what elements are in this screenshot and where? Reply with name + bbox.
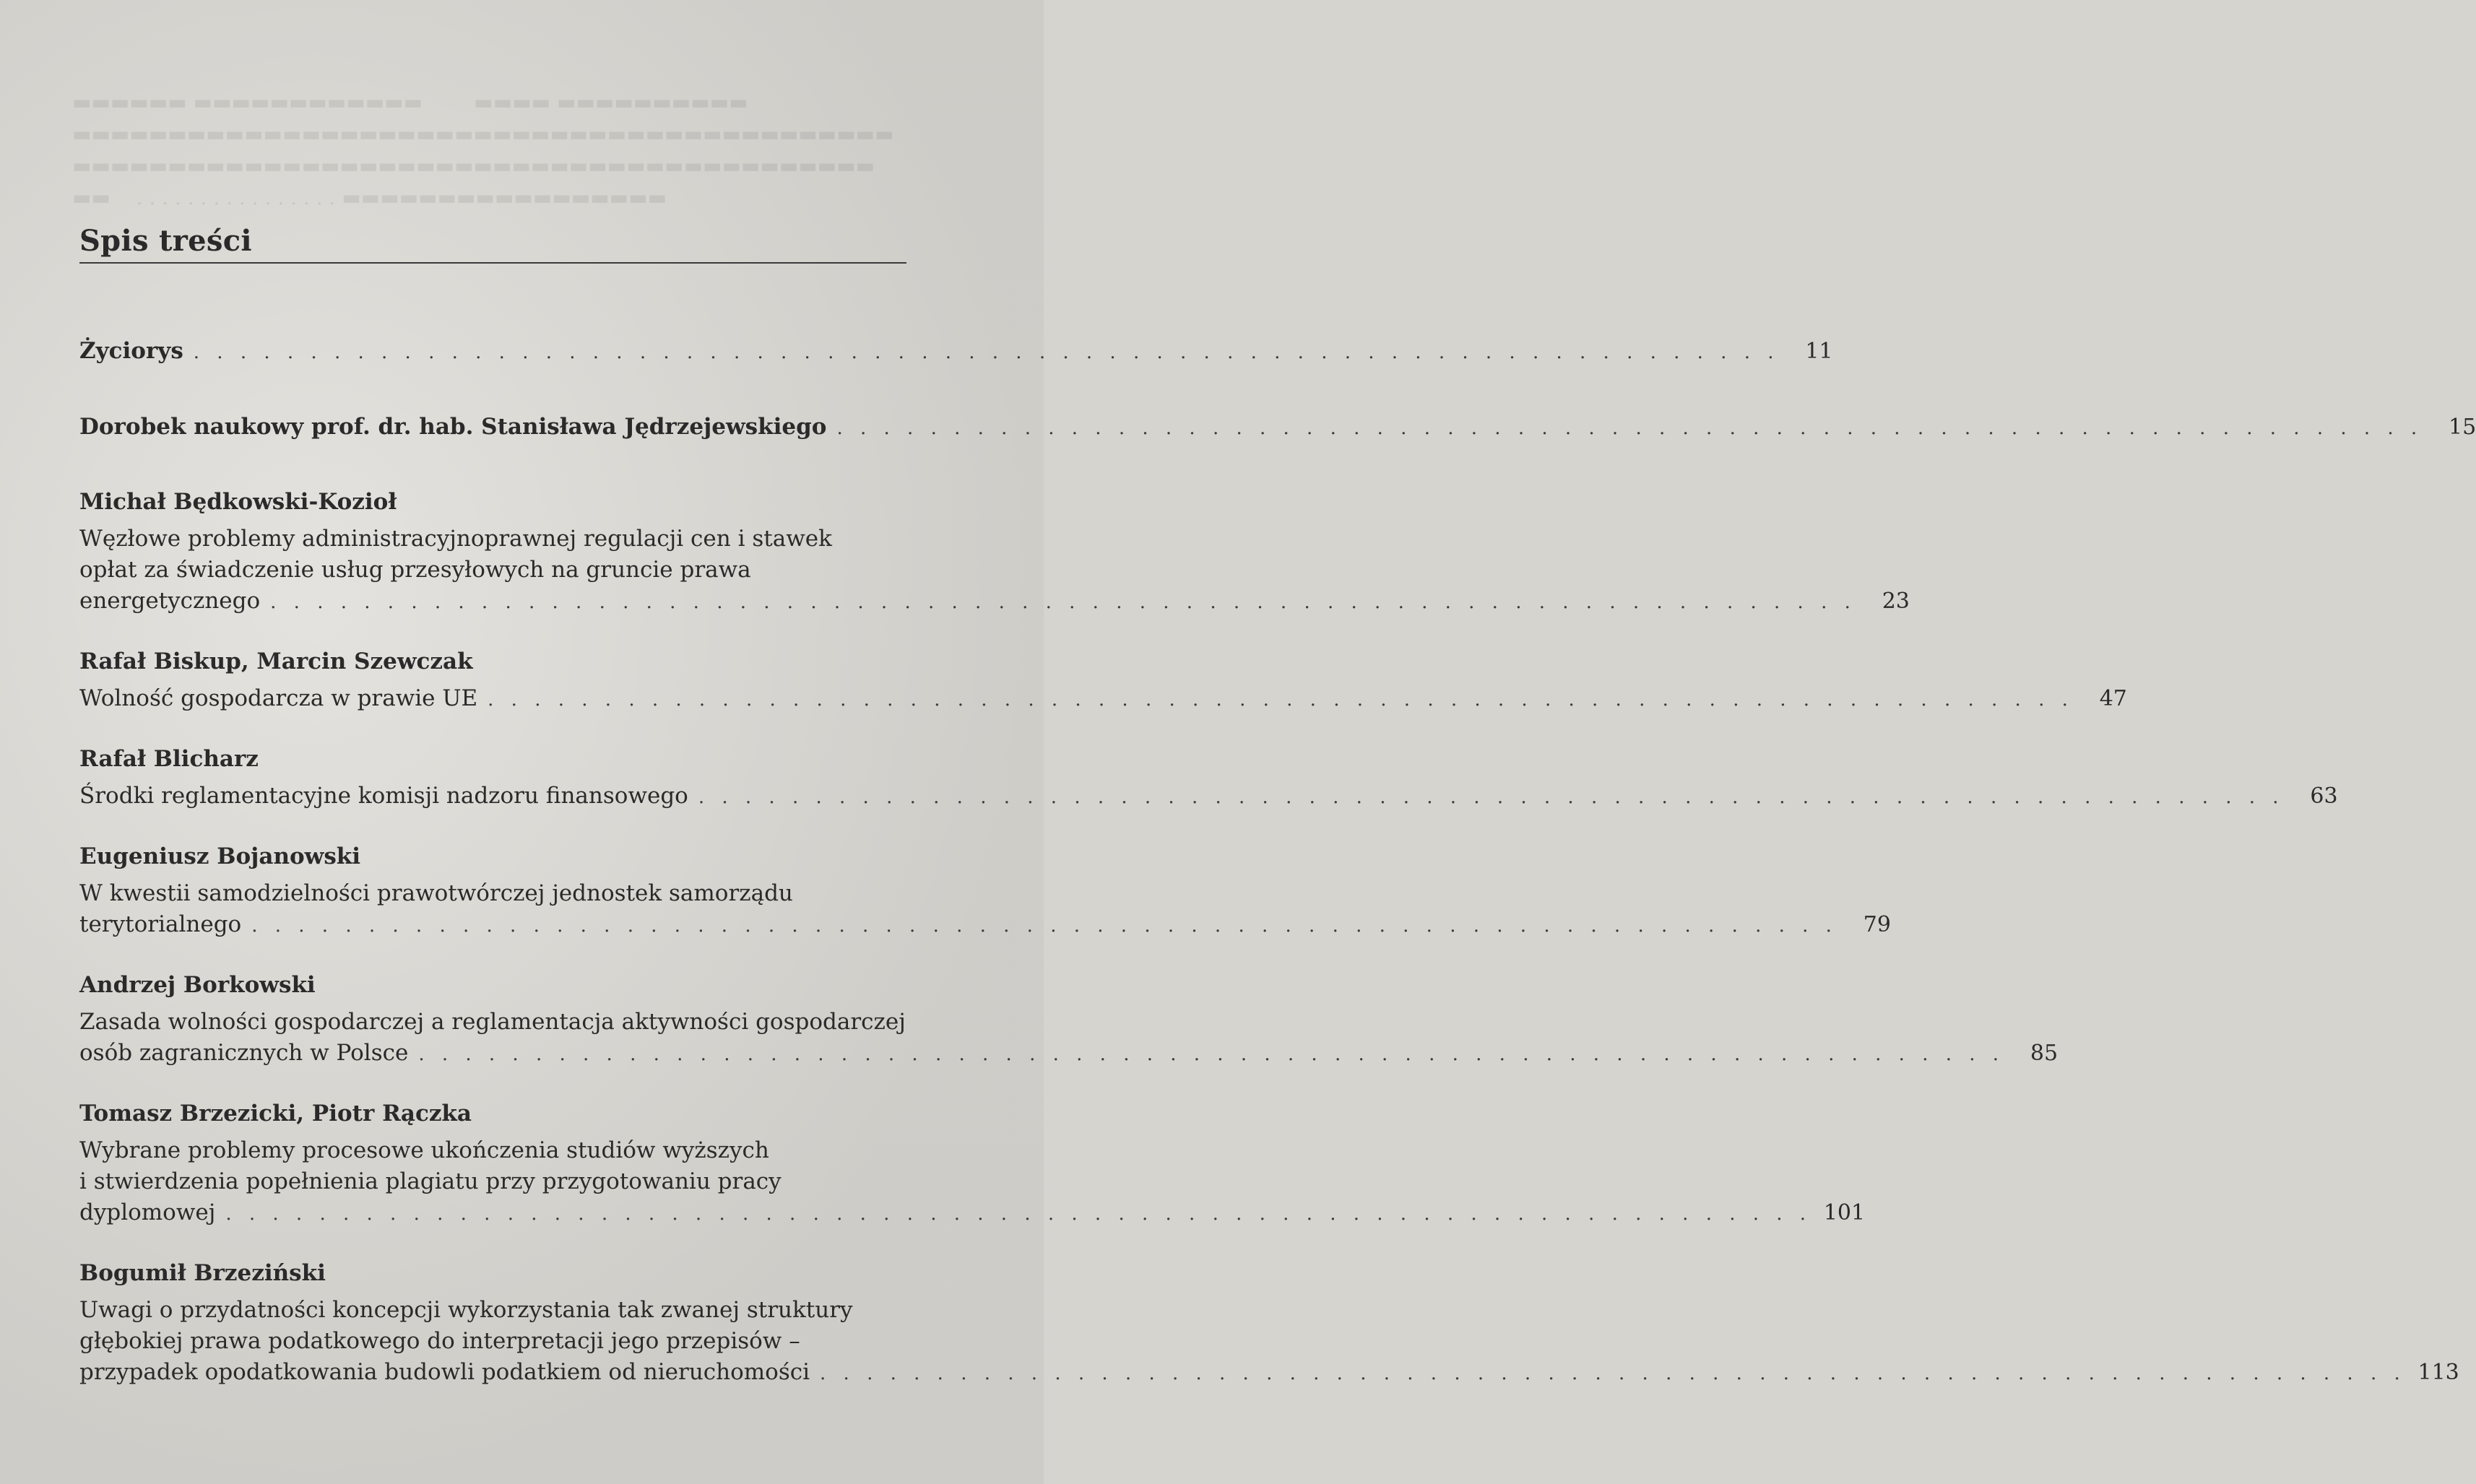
heading-rule xyxy=(79,262,906,264)
entry-title: Dorobek naukowy prof. dr. hab. Stanisława Jędrzejewskiego xyxy=(79,414,827,440)
entry-title-line: Węzłowe problemy administracyjnoprawnej regulacji cen i stawek xyxy=(79,526,832,552)
entry-title-line: W kwestii samodzielności prawotwórczej jednostek samorządu xyxy=(79,880,793,906)
entry-title-line: głębokiej prawa podatkowego do interpretacji jego przepisów – xyxy=(79,1328,800,1354)
entry-author: Michał Będkowski-Kozioł xyxy=(79,489,397,515)
dot-leader: . . . . . . . . . . . . . . . . . . . . . . . . . . . . . . . . . . . . . . . . . . . . . . . . . . . . . . . . . . . . . . . . . . . . xyxy=(698,786,2285,808)
toc-line xyxy=(79,336,1833,368)
dot-leader: . . . . . . . . . . . . . . . . . . . . . . . . . . . . . . . . . . . . . . . . . . . . . . . . . . . . . . . . . . . . . . . . . . . . xyxy=(836,417,2423,439)
toc-line xyxy=(79,1038,2059,1070)
toc-entry xyxy=(79,1259,2459,1389)
page-number: 101 xyxy=(1823,1200,1866,1225)
toc-entry xyxy=(79,412,2476,444)
toc-line xyxy=(79,1357,2459,1389)
entry-title-last-line: terytorialnego xyxy=(79,911,242,937)
toc-entry xyxy=(79,647,2127,716)
bleed-through-text: ▬▬▬▬▬▬ ▬▬▬▬▬▬▬▬▬▬▬▬ ▬▬▬▬ ▬▬▬▬▬▬▬▬▬▬ ▬▬▬▬▬▬▬▬▬▬▬▬▬▬▬▬▬▬▬▬▬▬▬▬▬▬▬▬▬▬▬▬▬▬▬▬▬▬▬▬▬▬▬ ▬▬▬▬▬▬▬▬▬▬▬▬▬▬▬▬▬▬▬▬▬▬▬▬▬▬▬▬▬▬▬▬▬▬▬▬▬▬▬▬▬▬ ▬▬ . . . . . . . . . . . . . . . . ▬▬▬▬▬▬▬▬▬▬▬▬▬▬▬▬▬ xyxy=(72,90,894,209)
entry-title-line: i stwierdzenia popełnienia plagiatu przy przygotowaniu pracy xyxy=(79,1168,782,1194)
page-number: 23 xyxy=(1882,589,1910,614)
entry-author: Andrzej Borkowski xyxy=(79,972,316,998)
entry-title-last-line: Wolność gospodarcza w prawie UE xyxy=(79,685,478,711)
entry-title-last-line: osób zagranicznych w Polsce xyxy=(79,1040,409,1066)
dot-leader: . . . . . . . . . . . . . . . . . . . . . . . . . . . . . . . . . . . . . . . . . . . . . . . . . . . . . . . . . . . . . . . . . . . . xyxy=(270,591,1856,613)
entry-title-last-line: Środki reglamentacyjne komisji nadzoru finansowego xyxy=(79,783,688,809)
toc-heading: Spis treści xyxy=(79,224,252,258)
page-number: 113 xyxy=(2417,1360,2459,1385)
page-number: 63 xyxy=(2310,784,2338,809)
dot-leader: . . . . . . . . . . . . . . . . . . . . . . . . . . . . . . . . . . . . . . . . . . . . . . . . . . . . . . . . . . . . . . . . . . . . xyxy=(820,1363,2406,1384)
entry-title-line: Zasada wolności gospodarczej a reglamentacja aktywności gospodarczej xyxy=(79,1009,906,1035)
dot-leader: . . . . . . . . . . . . . . . . . . . . . . . . . . . . . . . . . . . . . . . . . . . . . . . . . . . . . . . . . . . . . . . . . . . . xyxy=(251,915,1837,937)
entry-author: Tomasz Brzezicki, Piotr Rączka xyxy=(79,1101,472,1127)
entry-title-line: opłat za świadczenie usług przesyłowych na gruncie prawa xyxy=(79,557,751,583)
page-number: 11 xyxy=(1805,339,1833,364)
dot-leader: . . . . . . . . . . . . . . . . . . . . . . . . . . . . . . . . . . . . . . . . . . . . . . . . . . . . . . . . . . . . . . . . . . . . xyxy=(193,342,1780,363)
entry-title-last-line: energetycznego xyxy=(79,588,261,614)
dot-leader: . . . . . . . . . . . . . . . . . . . . . . . . . . . . . . . . . . . . . . . . . . . . . . . . . . . . . . . . . . . . . . . . . . . . xyxy=(418,1043,2005,1065)
entry-author: Bogumił Brzeziński xyxy=(79,1260,326,1286)
entry-title-last-line: przypadek opodatkowania budowli podatkiem od nieruchomości xyxy=(79,1359,810,1385)
page-number: 47 xyxy=(2099,686,2127,711)
toc-entry xyxy=(79,487,1910,618)
toc-line xyxy=(79,412,2476,444)
page-number: 15 xyxy=(2449,415,2476,440)
entry-author: Rafał Blicharz xyxy=(79,746,259,772)
table-of-contents xyxy=(79,224,2476,1418)
toc-entry xyxy=(79,971,2059,1070)
toc-entry xyxy=(79,745,2338,813)
entry-author: Rafał Biskup, Marcin Szewczak xyxy=(79,648,473,674)
toc-line xyxy=(79,781,2338,813)
dot-leader: . . . . . . . . . . . . . . . . . . . . . . . . . . . . . . . . . . . . . . . . . . . . . . . . . . . . . . . . . . . . . . . . . . . . xyxy=(225,1203,1812,1225)
toc-line xyxy=(79,683,2127,716)
dot-leader: . . . . . . . . . . . . . . . . . . . . . . . . . . . . . . . . . . . . . . . . . . . . . . . . . . . . . . . . . . . . . . . . . . . . xyxy=(488,689,2074,711)
entry-title: Życiorys xyxy=(79,338,183,364)
toc-entry xyxy=(79,336,1833,368)
toc-line xyxy=(79,1197,1866,1230)
toc-entry xyxy=(79,1099,1866,1230)
toc-line xyxy=(79,909,1891,942)
entry-title-line: Uwagi o przydatności koncepcji wykorzystania tak zwanej struktury xyxy=(79,1297,853,1323)
entry-title-line: Wybrane problemy procesowe ukończenia studiów wyższych xyxy=(79,1137,769,1163)
toc-line xyxy=(79,586,1910,618)
page-number: 85 xyxy=(2030,1041,2059,1066)
page-number: 79 xyxy=(1863,912,1891,937)
entry-title-last-line: dyplomowej xyxy=(79,1199,216,1225)
entry-author: Eugeniusz Bojanowski xyxy=(79,843,361,869)
toc-entry xyxy=(79,842,1891,942)
